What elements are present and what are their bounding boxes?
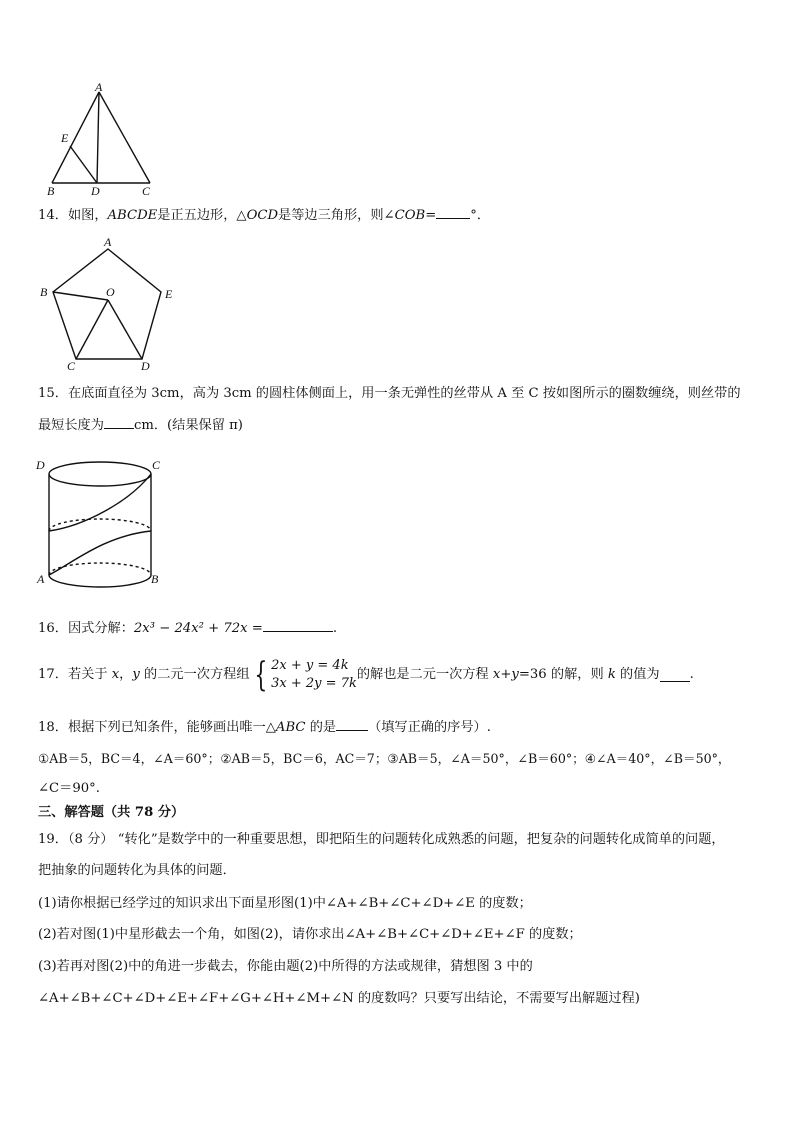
question-18-options: ①AB＝5，BC＝4，∠A＝60°；②AB＝5，BC＝6，AC＝7；③AB＝5，∠A＝50°，∠B＝60°；④∠A＝40°，∠B＝50°，	[38, 751, 731, 766]
question-17	[38, 653, 694, 697]
equation-1: 2x + y = 4k	[271, 658, 349, 673]
label-b: B	[151, 572, 159, 586]
q14-prefix: 如图，	[67, 208, 108, 223]
q17-prefix: 17．若关于	[38, 667, 108, 682]
question-16	[38, 619, 337, 638]
label-e: E	[165, 287, 173, 301]
q14-mid1: 是正五边形，△	[157, 208, 247, 223]
q15-answer-blank[interactable]	[104, 416, 134, 429]
q17-mid: 的二元一次方程组	[144, 667, 250, 682]
pentagon-figure-q14	[36, 236, 186, 374]
question-19-line2: 把抽象的问题转化为具体的问题．	[38, 863, 236, 878]
q17-end: .	[689, 667, 694, 682]
q17-eq3: x+y	[492, 667, 519, 682]
q17-y: y	[132, 667, 140, 682]
equation-system	[271, 657, 357, 693]
label-a: A	[104, 236, 112, 249]
q17-tail: 的值为	[620, 667, 660, 682]
equation-system-brace: {	[253, 655, 267, 695]
label-c: C	[142, 184, 151, 198]
q17-eq3b: =36 的解，则	[518, 667, 604, 682]
q18-mid: 的是	[309, 720, 337, 735]
q14-answer-blank[interactable]	[436, 206, 470, 219]
q14-angle: COB	[394, 208, 426, 223]
q17-k: k	[607, 667, 616, 682]
q14-eq: =	[425, 208, 437, 223]
q15-line2-b: cm．(结果保留 π)	[133, 418, 243, 433]
question-19-part3-cont: ∠A+∠B+∠C+∠D+∠E+∠F+∠G+∠H+∠M+∠N 的度数吗？只要写出结论，不需要写出解题过程)	[38, 991, 640, 1006]
equation-2: 3x + 2y = 7k	[271, 676, 357, 691]
label-c: C	[67, 359, 76, 373]
question-19-part3: (3)若再对图(2)中的角进一步截去，你能由题(2)中所得的方法或规律，猜想图 3 中的	[38, 959, 533, 974]
q17-answer-blank[interactable]	[660, 669, 690, 682]
label-c: C	[152, 458, 161, 472]
label-e: E	[61, 131, 69, 145]
q14-end: °．	[470, 208, 491, 223]
label-d: D	[91, 184, 100, 198]
label-o: O	[106, 285, 115, 299]
question-18	[38, 718, 491, 737]
question-19-line1: 19．（8 分） “转化”是数学中的一种重要思想，即把陌生的问题转化成熟悉的问题，把复杂的问题转化成简单的问题，	[38, 832, 725, 847]
question-19-part2: (2)若对图(1)中星形截去一个角，如图(2)，请你求出∠A+∠B+∠C+∠D+∠E+∠F 的度数；	[38, 927, 582, 942]
label-a: A	[37, 572, 45, 586]
q17-after: 的解也是二元一次方程	[356, 667, 489, 682]
q16-suffix: .	[332, 621, 338, 636]
q16-prefix: 16．因式分解：	[38, 621, 134, 636]
question-18-options-cont: ∠C＝90°.	[38, 781, 100, 796]
triangle-figure-q13	[40, 82, 160, 200]
q17-x: x	[111, 667, 120, 682]
q18-answer-blank[interactable]	[336, 718, 368, 731]
question-19-part1: (1)请你根据已经学过的知识求出下面星形图(1)中∠A+∠B+∠C+∠D+∠E 的度数；	[38, 896, 532, 911]
section-title: 三、解答题（共 78 分）	[38, 805, 185, 820]
q17-comma: ，	[119, 667, 133, 682]
label-b: B	[47, 184, 55, 198]
q14-triangle: OCD	[246, 208, 279, 223]
q18-tail: （填写正确的序号）.	[368, 720, 491, 735]
q14-number: 14．	[38, 208, 68, 223]
label-d: D	[141, 359, 150, 373]
q16-expression: 2x³ − 24x² + 72x =	[133, 621, 263, 636]
q14-pentagon: ABCDE	[107, 208, 158, 223]
q15-line2-a: 最短长度为	[38, 418, 104, 433]
label-d: D	[36, 458, 45, 472]
label-a: A	[95, 82, 103, 94]
question-14	[38, 206, 490, 225]
q14-mid2: 是等边三角形，则∠	[278, 208, 395, 223]
question-15-line1: 15．在底面直径为 3cm，高为 3cm 的圆柱体侧面上，用一条无弹性的丝带从 A 至 C 按如图所示的圈数缠绕，则丝带的	[38, 386, 741, 401]
question-15-line2	[38, 416, 243, 435]
q18-abc: ABC	[275, 720, 306, 735]
cylinder-figure-q15	[34, 452, 174, 592]
label-b: B	[40, 285, 48, 299]
q18-prefix: 18．根据下列已知条件，能够画出唯一△	[38, 720, 276, 735]
q16-answer-blank[interactable]	[263, 619, 333, 632]
